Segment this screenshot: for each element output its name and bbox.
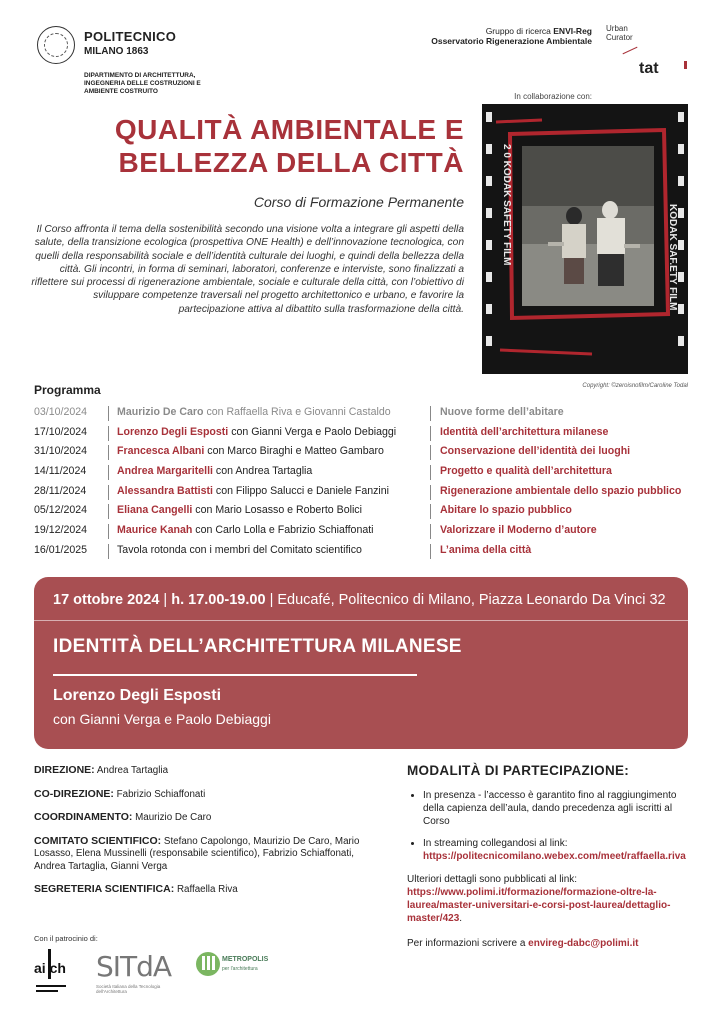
programme-lead-speaker: Tavola rotonda con i membri del Comitato scientifico: [117, 543, 362, 556]
programme-row: [34, 465, 694, 485]
programme-separator: [108, 406, 109, 421]
course-staff: [34, 764, 370, 907]
programme-lead-speaker: Maurice Kanah: [117, 524, 193, 537]
film-text-right: KODAK SAF.ETY FILM: [667, 204, 678, 311]
university-name: POLITECNICO: [84, 29, 177, 44]
programme-separator: [108, 465, 109, 480]
programme-lead-speaker: Maurizio De Caro: [117, 406, 204, 418]
urban-curator-logo: Urban Curator: [606, 24, 633, 42]
programme-separator: [108, 544, 109, 559]
programme-co-speakers: con Raffaella Riva e Giovanni Castaldo: [203, 406, 391, 418]
participation-heading: MODALITÀ DI PARTECIPAZIONE:: [407, 763, 630, 778]
programme-separator: [430, 406, 431, 421]
programme-speakers: [117, 485, 389, 497]
programme-table: [34, 406, 694, 564]
programme-row: [34, 544, 694, 564]
photo-copyright: Copyright: ©zeroisnofilm/Caroline Todal: [582, 383, 688, 389]
programme-lead-speaker: Lorenzo Degli Esposti: [117, 425, 229, 438]
programme-separator: [430, 485, 431, 500]
urban-curator-mark: [623, 47, 638, 55]
programme-co-speakers: con Marco Biraghi e Matteo Gambaro: [204, 445, 384, 458]
participation-in-person: • In presenza - l’accesso è garantito fino al raggiungimento della capienza dell’aula, dando precedenza agli iscritti al Corso: [423, 789, 697, 828]
programme-lead-speaker: Andrea Margaritelli: [117, 465, 213, 478]
programme-separator: [430, 524, 431, 539]
programme-speakers: [117, 406, 391, 418]
programme-theme: Nuove forme dell’abitare: [440, 406, 564, 418]
contact-text: Per informazioni scrivere a envireg-dabc@polimi.it: [407, 938, 639, 949]
programme-row: [34, 524, 694, 544]
programme-date: 14/11/2024: [34, 465, 87, 478]
programme-theme: Identità dell’architettura milanese: [440, 425, 609, 438]
coordinamento: COORDINAMENTO: Maurizio De Caro: [34, 811, 212, 823]
programme-separator: [430, 426, 431, 441]
programme-row: [34, 406, 694, 426]
event-speaker: Lorenzo Degli Esposti: [53, 687, 222, 704]
programme-date: 05/12/2024: [34, 504, 88, 517]
participation-streaming: • In streaming collegandosi al link: https://politecnicomilano.webex.com/meet/raffaella.riva: [423, 837, 697, 863]
film-text-left: 2 0 KODAK SAFETY FILM: [501, 144, 512, 266]
university-city: MILANO 1863: [84, 46, 149, 57]
programme-speakers: [117, 524, 374, 536]
programme-heading: Programma: [34, 383, 101, 397]
programme-separator: [108, 504, 109, 519]
direzione: DIREZIONE: Andrea Tartaglia: [34, 764, 169, 776]
programme-separator: [430, 544, 431, 559]
programme-speakers: [117, 426, 396, 438]
programme-co-speakers: con Andrea Tartaglia: [212, 465, 313, 478]
programme-theme: Conservazione dell’identità dei luoghi: [440, 445, 631, 458]
programme-separator: [430, 504, 431, 519]
collaboration-label: In collaborazione con:: [514, 92, 592, 101]
svg-text:ai ch: ai ch: [34, 960, 66, 976]
programme-separator: [430, 445, 431, 460]
programme-theme: Abitare lo spazio pubblico: [440, 504, 572, 517]
aiach-logo: [34, 949, 74, 997]
programme-row: [34, 426, 694, 446]
programme-speakers: [117, 465, 312, 477]
streaming-link[interactable]: https://politecnicomilano.webex.com/meet/raffaella.riva: [423, 851, 686, 862]
patronage-label: Con il patrocinio di:: [34, 934, 98, 943]
participation-list: [407, 789, 697, 863]
course-subtitle: Corso di Formazione Permanente: [253, 194, 464, 210]
programme-speakers: [117, 445, 384, 457]
tat-logo-accent: [684, 61, 687, 69]
observatory-name: Osservatorio Rigenerazione Ambientale: [431, 36, 592, 46]
event-title-underline: [53, 674, 417, 676]
segreteria-scientifica: SEGRETERIA SCIENTIFICA: Raffaella Riva: [34, 883, 238, 895]
film-photo: [482, 104, 688, 374]
event-title: IDENTITÀ DELL’ARCHITETTURA MILANESE: [53, 636, 462, 657]
programme-row: [34, 485, 694, 505]
programme-speakers: [117, 544, 362, 556]
metropolis-name: METROPOLIS: [222, 956, 269, 963]
programme-separator: [108, 524, 109, 539]
programme-lead-speaker: Eliana Cangelli: [117, 504, 193, 517]
codirezione: CO-DIREZIONE: Fabrizio Schiaffonati: [34, 787, 206, 800]
programme-separator: [108, 485, 109, 500]
event-divider: [34, 620, 688, 621]
event-date-venue: 17 ottobre 2024 | h. 17.00-19.00 | Educafé, Politecnico di Milano, Piazza Leonardo Da Vinci 32: [53, 592, 666, 608]
sitda-logo: SITdA Società Italiana della Tecnologia dell'Architettura: [96, 950, 172, 994]
programme-co-speakers: con Mario Losasso e Roberto Bolici: [192, 504, 362, 517]
details-link[interactable]: https://www.polimi.it/formazione/formazione-oltre-la-laurea/master-universitari-e-corsi-post-laurea/dettaglio-master/423: [407, 887, 671, 924]
programme-row: [34, 445, 694, 465]
tat-logo: tat: [639, 60, 659, 77]
department-name: DIPARTIMENTO DI ARCHITETTURA, INGEGNERIA DELLE COSTRUZIONI E AMBIENTE COSTRUITO: [84, 72, 201, 95]
contact-email-link[interactable]: envireg-dabc@polimi.it: [528, 938, 639, 949]
programme-date: 17/10/2024: [34, 425, 88, 438]
event-guests: con Gianni Verga e Paolo Debiaggi: [53, 711, 271, 727]
programme-theme: Rigenerazione ambientale dello spazio pubblico: [440, 484, 682, 497]
metropolis-sub: per l'architettura: [222, 966, 258, 972]
politecnico-seal-logo: [37, 26, 75, 64]
programme-theme: Progetto e qualità dell’architettura: [440, 465, 612, 478]
programme-row: [34, 504, 694, 524]
programme-separator: [108, 445, 109, 460]
programme-separator: [430, 465, 431, 480]
programme-theme: L’anima della città: [440, 543, 532, 556]
programme-separator: [108, 426, 109, 441]
programme-co-speakers: con Gianni Verga e Paolo Debiaggi: [228, 425, 397, 438]
course-intro: Il Corso affronta il tema della sostenibilità secondo una visione volta a integrare gli aspetti della salute, della transizione ecologica (prospettiva ONE Health) e dell’innovazione tecnologica, con quelli della responsabilità sociale e dell’identità culturale dei luoghi, e quindi della bellezza della città. Gli incontri, in forma di seminari, laboratori, conferenze e interviste, sono finalizzati a riflettere sui processi di rigenerazione ambientale, sociale e culturale della città, con l’obiettivo di sviluppare competenze traversali nel progetto architettonico e urbano, e favorire la partecipazione attiva al dibattito sulla trasformazione della città.: [31, 224, 464, 315]
featured-event: [34, 577, 688, 749]
programme-date: 31/10/2024: [34, 445, 88, 458]
programme-date: 03/10/2024: [34, 406, 88, 418]
research-group: Gruppo di ricerca ENVI-Reg: [485, 26, 592, 36]
programme-co-speakers: con Carlo Lolla e Fabrizio Schiaffonati: [192, 524, 374, 537]
comitato-scientifico: COMITATO SCIENTIFICO: Stefano Capolongo, Maurizio De Caro, Mario Losasso, Elena Mussinelli (responsabile scientifico), Fabrizio Schiaffonati, Andrea Tartaglia, Gianni Verga: [34, 834, 360, 872]
participation-info: [407, 764, 697, 962]
programme-theme: Valorizzare il Moderno d’autore: [440, 524, 597, 537]
programme-co-speakers: con Filippo Salucci e Daniele Fanzini: [212, 484, 390, 497]
details-text: Ulteriori dettagli sono pubblicati al link: https://www.polimi.it/formazione/formazione-oltre-la-laurea/master-universitari-e-corsi-post-laurea/dettaglio-master/423.: [407, 874, 671, 924]
programme-date: 28/11/2024: [34, 484, 87, 497]
programme-date: 19/12/2024: [34, 524, 88, 537]
programme-speakers: [117, 504, 362, 516]
course-title: QUALITÀ AMBIENTALE E BELLEZZA DELLA CITTÀ: [114, 114, 464, 178]
programme-lead-speaker: Francesca Albani: [117, 445, 205, 458]
programme-date: 16/01/2025: [34, 543, 88, 556]
film-photo-image: [482, 104, 688, 374]
programme-lead-speaker: Alessandra Battisti: [117, 484, 213, 497]
